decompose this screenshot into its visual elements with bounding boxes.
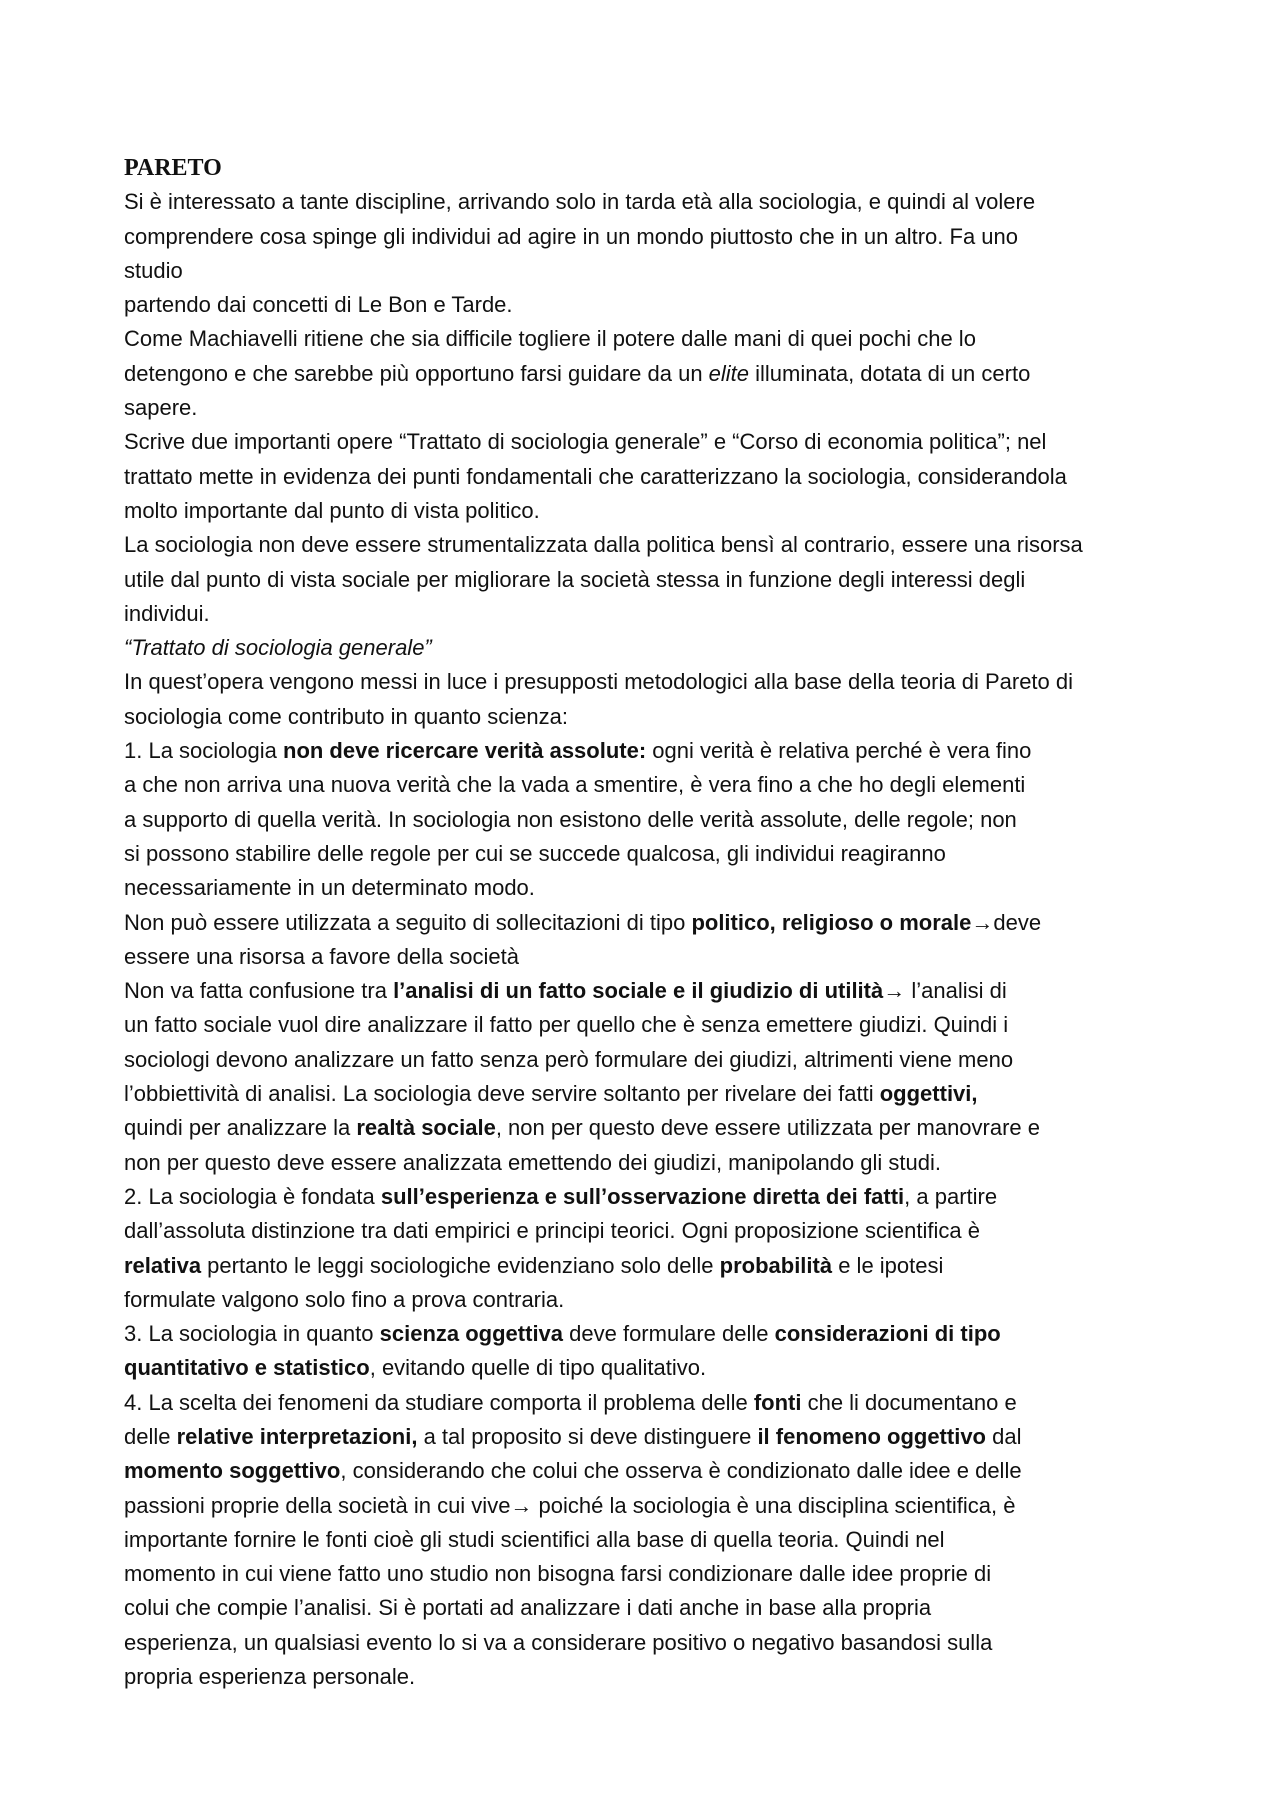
text-segment: e le ipotesi: [832, 1252, 944, 1278]
text-segment: dall’assoluta distinzione tra dati empirici e principi teorici. Ogni proposizione scientifica è: [124, 1218, 980, 1244]
text-line: [124, 631, 1164, 665]
text-segment: a tal proposito si deve distinguere: [417, 1423, 758, 1449]
text-line: [124, 425, 1164, 459]
bold-text: quantitativo e statistico: [124, 1355, 370, 1381]
italic-text: “Trattato di sociologia generale”: [124, 635, 432, 661]
text-line: [124, 1214, 1164, 1248]
bold-text: scienza oggettiva: [379, 1321, 564, 1347]
text-line: [124, 1351, 1164, 1385]
text-line: [124, 357, 1164, 391]
text-segment: deve formulare delle: [563, 1321, 775, 1347]
text-segment: necessariamente in un determinato modo.: [124, 875, 535, 901]
text-segment: pertanto le leggi sociologiche evidenziano solo delle: [201, 1252, 720, 1278]
text-segment: 1. La sociologia: [124, 738, 283, 764]
text-line: [124, 1454, 1164, 1488]
text-line: [124, 288, 1164, 322]
text-line: [124, 220, 1164, 254]
text-line: [124, 665, 1164, 699]
text-segment: momento in cui viene fatto uno studio non bisogna farsi condizionare dalle idee proprie di: [124, 1561, 992, 1587]
text-line: [124, 494, 1164, 528]
text-segment: La sociologia non deve essere strumentalizzata dalla politica bensì al contrario, essere una risorsa: [124, 532, 1083, 558]
text-segment: , considerando che colui che osserva è condizionato dalle idee e delle: [340, 1458, 1022, 1484]
text-line: [124, 1591, 1164, 1625]
text-line: [124, 803, 1164, 837]
text-segment: esperienza, un qualsiasi evento lo si va a considerare positivo o negativo basandosi sulla: [124, 1629, 993, 1655]
text-segment: → l’analisi di: [883, 978, 1007, 1004]
text-segment: Come Machiavelli ritiene che sia difficile togliere il potere dalle mani di quei pochi che lo: [124, 326, 976, 352]
text-segment: Non può essere utilizzata a seguito di sollecitazioni di tipo: [124, 909, 692, 935]
text-line: [124, 528, 1164, 562]
text-line: [124, 322, 1164, 356]
text-segment: ogni verità è relativa perché è vera fino: [646, 738, 1032, 764]
text-segment: si possono stabilire delle regole per cui se succede qualcosa, gli individui reagiranno: [124, 840, 946, 866]
text-segment: passioni proprie della società in cui vive→ poiché la sociologia è una disciplina scientifica, è: [124, 1492, 1016, 1518]
text-line: [124, 1317, 1164, 1351]
text-line: [124, 1043, 1164, 1077]
text-segment: dal: [986, 1423, 1022, 1449]
bold-text: oggettivi,: [879, 1081, 978, 1107]
text-segment: sociologi devono analizzare un fatto senza però formulare dei giudizi, altrimenti viene meno: [124, 1046, 1014, 1072]
text-segment: In quest’opera vengono messi in luce i presupposti metodologici alla base della teoria di Pareto di: [124, 669, 1074, 695]
text-segment: Non va fatta confusione tra: [124, 978, 394, 1004]
bold-text: fonti: [753, 1389, 802, 1415]
text-line: [124, 1249, 1164, 1283]
bold-text: momento soggettivo: [124, 1458, 341, 1484]
text-segment: illuminata, dotata di un certo: [749, 360, 1031, 386]
text-line: [124, 391, 1164, 425]
text-line: [124, 906, 1164, 940]
text-segment: a supporto di quella verità. In sociologia non esistono delle verità assolute, delle regole; non: [124, 806, 1017, 832]
text-segment: detengono e che sarebbe più opportuno farsi guidare da un: [124, 360, 709, 386]
bold-text: relative interpretazioni,: [176, 1423, 418, 1449]
text-segment: delle: [124, 1423, 177, 1449]
text-line: [124, 1283, 1164, 1317]
text-segment: 2. La sociologia è fondata: [124, 1183, 381, 1209]
text-segment: Scrive due importanti opere “Trattato di sociologia generale” e “Corso di economia politica”; nel: [124, 429, 1047, 455]
text-segment: a che non arriva una nuova verità che la vada a smentire, è vera fino a che ho degli elementi: [124, 772, 1026, 798]
text-segment: , non per questo deve essere utilizzata per manovrare e: [495, 1115, 1041, 1141]
bold-text: non deve ricercare verità assolute:: [283, 738, 647, 764]
text-segment: essere una risorsa a favore della società: [124, 943, 519, 969]
document-body: [124, 185, 1164, 1694]
text-line: [124, 254, 1164, 288]
text-line: [124, 768, 1164, 802]
italic-text: elite: [708, 360, 750, 386]
text-line: [124, 1180, 1164, 1214]
text-line: [124, 185, 1164, 219]
bold-text: relativa: [124, 1252, 202, 1278]
text-line: [124, 1146, 1164, 1180]
text-segment: propria esperienza personale.: [124, 1664, 416, 1690]
text-line: [124, 871, 1164, 905]
text-segment: non per questo deve essere analizzata emettendo dei giudizi, manipolando gli studi.: [124, 1149, 941, 1175]
text-line: [124, 460, 1164, 494]
text-segment: sociologia come contributo in quanto scienza:: [124, 703, 568, 729]
text-segment: sapere.: [124, 395, 198, 421]
text-segment: importante fornire le fonti cioè gli studi scientifici alla base di quella teoria. Quindi nel: [124, 1526, 945, 1552]
text-segment: 3. La sociologia in quanto: [124, 1321, 380, 1347]
document-title: PARETO: [124, 155, 222, 181]
text-segment: molto importante dal punto di vista politico.: [124, 497, 540, 523]
text-segment: che li documentano e: [801, 1389, 1017, 1415]
bold-text: politico, religioso o morale: [691, 909, 972, 935]
text-line: [124, 1523, 1164, 1557]
text-line: [124, 974, 1164, 1008]
text-segment: un fatto sociale vuol dire analizzare il fatto per quello che è senza emettere giudizi. Quindi i: [124, 1012, 1009, 1038]
text-segment: Si è interessato a tante discipline, arrivando solo in tarda età alla sociologia, e quindi al volere: [124, 189, 1036, 215]
text-segment: formulate valgono solo fino a prova contraria.: [124, 1286, 565, 1312]
bold-text: probabilità: [719, 1252, 833, 1278]
text-line: [124, 1111, 1164, 1145]
text-segment: utile dal punto di vista sociale per migliorare la società stessa in funzione degli interessi degli: [124, 566, 1026, 592]
text-line: [124, 597, 1164, 631]
text-segment: , evitando quelle di tipo qualitativo.: [369, 1355, 707, 1381]
text-line: [124, 1008, 1164, 1042]
bold-text: l’analisi di un fatto sociale e il giudizio di utilità: [393, 978, 884, 1004]
text-segment: l’obbiettività di analisi. La sociologia deve servire soltanto per rivelare dei fatti: [124, 1081, 880, 1107]
text-line: [124, 734, 1164, 768]
bold-text: il fenomeno oggettivo: [757, 1423, 986, 1449]
text-line: [124, 940, 1164, 974]
text-line: [124, 563, 1164, 597]
bold-text: considerazioni di tipo: [774, 1321, 1001, 1347]
bold-text: realtà sociale: [356, 1115, 496, 1141]
text-line: [124, 1626, 1164, 1660]
text-segment: colui che compie l’analisi. Si è portati ad analizzare i dati anche in base alla propria: [124, 1595, 932, 1621]
text-line: [124, 1660, 1164, 1694]
text-line: [124, 1557, 1164, 1591]
text-line: [124, 1420, 1164, 1454]
bold-text: sull’esperienza e sull’osservazione diretta dei fatti: [380, 1183, 905, 1209]
text-segment: trattato mette in evidenza dei punti fondamentali che caratterizzano la sociologia, considerandola: [124, 463, 1067, 489]
text-segment: individui.: [124, 600, 210, 626]
text-line: [124, 837, 1164, 871]
text-segment: partendo dai concetti di Le Bon e Tarde.: [124, 292, 513, 318]
text-segment: comprendere cosa spinge gli individui ad agire in un mondo piuttosto che in un altro. Fa uno: [124, 223, 1018, 249]
text-line: [124, 700, 1164, 734]
text-line: [124, 1386, 1164, 1420]
text-segment: , a partire: [904, 1183, 998, 1209]
text-line: [124, 1489, 1164, 1523]
document-page: [124, 151, 1164, 1694]
text-segment: 4. La scelta dei fenomeni da studiare comporta il problema delle: [124, 1389, 754, 1415]
text-segment: →deve: [971, 909, 1042, 935]
text-segment: studio: [124, 257, 183, 283]
text-line: [124, 1077, 1164, 1111]
text-segment: quindi per analizzare la: [124, 1115, 357, 1141]
